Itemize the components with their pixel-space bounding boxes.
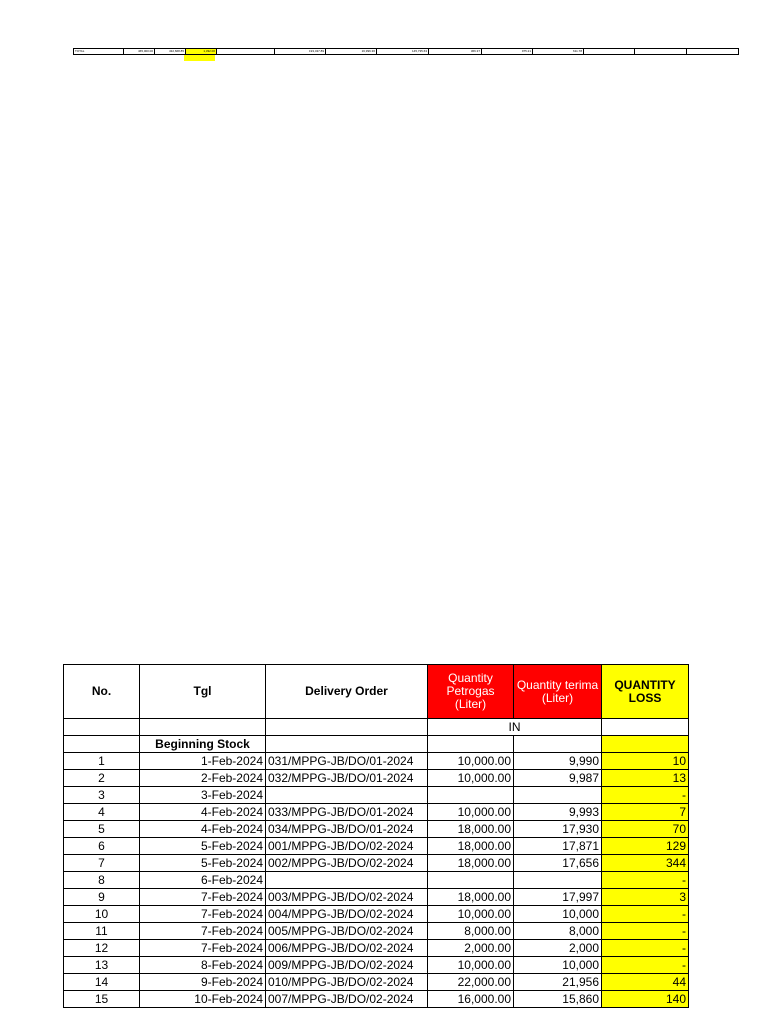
- totals-cell: 432,668.85: [155, 49, 186, 55]
- header-qty-petrogas: Quantity Petrogas (Liter): [428, 665, 514, 719]
- totals-cell: 145,735.63: [377, 49, 429, 55]
- row-qty-petrogas: 10,000.00: [428, 957, 514, 974]
- row-qty-loss: 129: [602, 838, 689, 855]
- row-qty-terima: [514, 787, 602, 804]
- row-no: 10: [64, 906, 140, 923]
- row-delivery-order: 007/MPPG-JB/DO/02-2024: [266, 991, 428, 1008]
- row-qty-terima: 9,987: [514, 770, 602, 787]
- header-row: [64, 665, 689, 719]
- totals-cell: [687, 49, 739, 55]
- table-row: [64, 974, 689, 991]
- beginning-stock-row: [64, 736, 689, 753]
- cell: [602, 736, 689, 753]
- row-qty-loss: 140: [602, 991, 689, 1008]
- row-date: 10-Feb-2024: [140, 991, 266, 1008]
- row-date: 7-Feb-2024: [140, 889, 266, 906]
- row-qty-petrogas: 18,000.00: [428, 838, 514, 855]
- table-row: [64, 906, 689, 923]
- header-delivery-order: Delivery Order: [266, 665, 428, 719]
- header-no: No.: [64, 665, 140, 719]
- table-row: [64, 923, 689, 940]
- row-qty-petrogas: 22,000.00: [428, 974, 514, 991]
- header-tgl: Tgl: [140, 665, 266, 719]
- row-no: 2: [64, 770, 140, 787]
- row-qty-petrogas: 10,000.00: [428, 770, 514, 787]
- totals-cell: [584, 49, 635, 55]
- cell: [64, 736, 140, 753]
- row-delivery-order: 034/MPPG-JB/DO/01-2024: [266, 821, 428, 838]
- row-qty-terima: [514, 872, 602, 889]
- table-row: [64, 889, 689, 906]
- row-qty-petrogas: 2,000.00: [428, 940, 514, 957]
- totals-cell: [635, 49, 687, 55]
- table-row: [64, 753, 689, 770]
- beginning-stock-label: Beginning Stock: [140, 736, 266, 753]
- row-no: 4: [64, 804, 140, 821]
- row-delivery-order: [266, 787, 428, 804]
- table-row: [64, 957, 689, 974]
- totals-cell: 465,000.00: [124, 49, 155, 55]
- row-date: 5-Feb-2024: [140, 838, 266, 855]
- totals-cell: 366.37: [429, 49, 482, 55]
- table-row: [64, 855, 689, 872]
- totals-cell-highlight: 1,332.00: [186, 49, 217, 55]
- row-qty-petrogas: [428, 872, 514, 889]
- row-qty-loss: -: [602, 872, 689, 889]
- row-no: 14: [64, 974, 140, 991]
- table-row: [64, 821, 689, 838]
- row-qty-terima: 15,860: [514, 991, 602, 1008]
- row-qty-petrogas: 16,000.00: [428, 991, 514, 1008]
- group-in-label: IN: [428, 719, 602, 736]
- cell: [266, 719, 428, 736]
- row-date: 7-Feb-2024: [140, 906, 266, 923]
- row-qty-petrogas: 8,000.00: [428, 923, 514, 940]
- row-no: 11: [64, 923, 140, 940]
- row-no: 6: [64, 838, 140, 855]
- row-qty-terima: 21,956: [514, 974, 602, 991]
- row-qty-loss: 344: [602, 855, 689, 872]
- row-delivery-order: 033/MPPG-JB/DO/01-2024: [266, 804, 428, 821]
- ledger-table: [63, 664, 689, 1008]
- row-qty-terima: 17,871: [514, 838, 602, 855]
- table-row: [64, 770, 689, 787]
- table-row: [64, 787, 689, 804]
- row-qty-loss: 13: [602, 770, 689, 787]
- row-date: 8-Feb-2024: [140, 957, 266, 974]
- row-delivery-order: 009/MPPG-JB/DO/02-2024: [266, 957, 428, 974]
- row-no: 3: [64, 787, 140, 804]
- row-date: 1-Feb-2024: [140, 753, 266, 770]
- row-no: 7: [64, 855, 140, 872]
- cell: [428, 736, 514, 753]
- group-row: [64, 719, 689, 736]
- row-date: 5-Feb-2024: [140, 855, 266, 872]
- row-qty-petrogas: 10,000.00: [428, 804, 514, 821]
- row-qty-petrogas: 18,000.00: [428, 855, 514, 872]
- table-row: [64, 838, 689, 855]
- row-qty-petrogas: 10,000.00: [428, 753, 514, 770]
- row-qty-petrogas: 18,000.00: [428, 821, 514, 838]
- row-qty-loss: 7: [602, 804, 689, 821]
- row-delivery-order: [266, 872, 428, 889]
- cell: [266, 736, 428, 753]
- row-qty-terima: 10,000: [514, 957, 602, 974]
- table-row: [64, 991, 689, 1008]
- totals-cell: [217, 49, 275, 55]
- header-qty-terima: Quantity terima (Liter): [514, 665, 602, 719]
- totals-cell: 193,437.89: [275, 49, 326, 55]
- row-date: 2-Feb-2024: [140, 770, 266, 787]
- table-row: [64, 872, 689, 889]
- totals-label: TOTAL: [74, 49, 124, 55]
- table-row: [64, 940, 689, 957]
- cell: [64, 719, 140, 736]
- row-delivery-order: 004/MPPG-JB/DO/02-2024: [266, 906, 428, 923]
- row-qty-loss: -: [602, 923, 689, 940]
- row-date: 4-Feb-2024: [140, 804, 266, 821]
- row-no: 15: [64, 991, 140, 1008]
- row-qty-terima: 10,000: [514, 906, 602, 923]
- row-no: 9: [64, 889, 140, 906]
- row-qty-terima: 17,997: [514, 889, 602, 906]
- row-qty-loss: 3: [602, 889, 689, 906]
- row-no: 1: [64, 753, 140, 770]
- row-qty-petrogas: 18,000.00: [428, 889, 514, 906]
- row-qty-loss: -: [602, 787, 689, 804]
- row-date: 4-Feb-2024: [140, 821, 266, 838]
- row-qty-loss: 70: [602, 821, 689, 838]
- row-delivery-order: 031/MPPG-JB/DO/01-2024: [266, 753, 428, 770]
- row-qty-terima: 9,993: [514, 804, 602, 821]
- totals-cell: 16,996.36: [326, 49, 377, 55]
- table-row: [64, 804, 689, 821]
- row-no: 12: [64, 940, 140, 957]
- row-qty-terima: 2,000: [514, 940, 602, 957]
- cell: [140, 719, 266, 736]
- row-qty-petrogas: [428, 787, 514, 804]
- totals-cell: 611.78: [533, 49, 584, 55]
- row-no: 13: [64, 957, 140, 974]
- row-qty-loss: -: [602, 940, 689, 957]
- row-date: 9-Feb-2024: [140, 974, 266, 991]
- cell: [514, 736, 602, 753]
- row-date: 7-Feb-2024: [140, 923, 266, 940]
- cell: [602, 719, 689, 736]
- header-qty-loss: QUANTITY LOSS: [602, 665, 689, 719]
- row-qty-loss: -: [602, 957, 689, 974]
- row-qty-loss: 10: [602, 753, 689, 770]
- row-delivery-order: 006/MPPG-JB/DO/02-2024: [266, 940, 428, 957]
- row-date: 3-Feb-2024: [140, 787, 266, 804]
- row-no: 5: [64, 821, 140, 838]
- row-qty-petrogas: 10,000.00: [428, 906, 514, 923]
- highlight-mark: [184, 55, 215, 61]
- row-date: 7-Feb-2024: [140, 940, 266, 957]
- row-delivery-order: 001/MPPG-JB/DO/02-2024: [266, 838, 428, 855]
- row-date: 6-Feb-2024: [140, 872, 266, 889]
- row-qty-terima: 17,656: [514, 855, 602, 872]
- row-qty-loss: -: [602, 906, 689, 923]
- row-delivery-order: 002/MPPG-JB/DO/02-2024: [266, 855, 428, 872]
- row-delivery-order: 005/MPPG-JB/DO/02-2024: [266, 923, 428, 940]
- row-delivery-order: 032/MPPG-JB/DO/01-2024: [266, 770, 428, 787]
- totals-row: [74, 49, 739, 55]
- row-delivery-order: 010/MPPG-JB/DO/02-2024: [266, 974, 428, 991]
- totals-cell: 975.21: [482, 49, 533, 55]
- row-qty-loss: 44: [602, 974, 689, 991]
- row-no: 8: [64, 872, 140, 889]
- totals-strip: [73, 48, 739, 55]
- row-delivery-order: 003/MPPG-JB/DO/02-2024: [266, 889, 428, 906]
- row-qty-terima: 17,930: [514, 821, 602, 838]
- row-qty-terima: 8,000: [514, 923, 602, 940]
- row-qty-terima: 9,990: [514, 753, 602, 770]
